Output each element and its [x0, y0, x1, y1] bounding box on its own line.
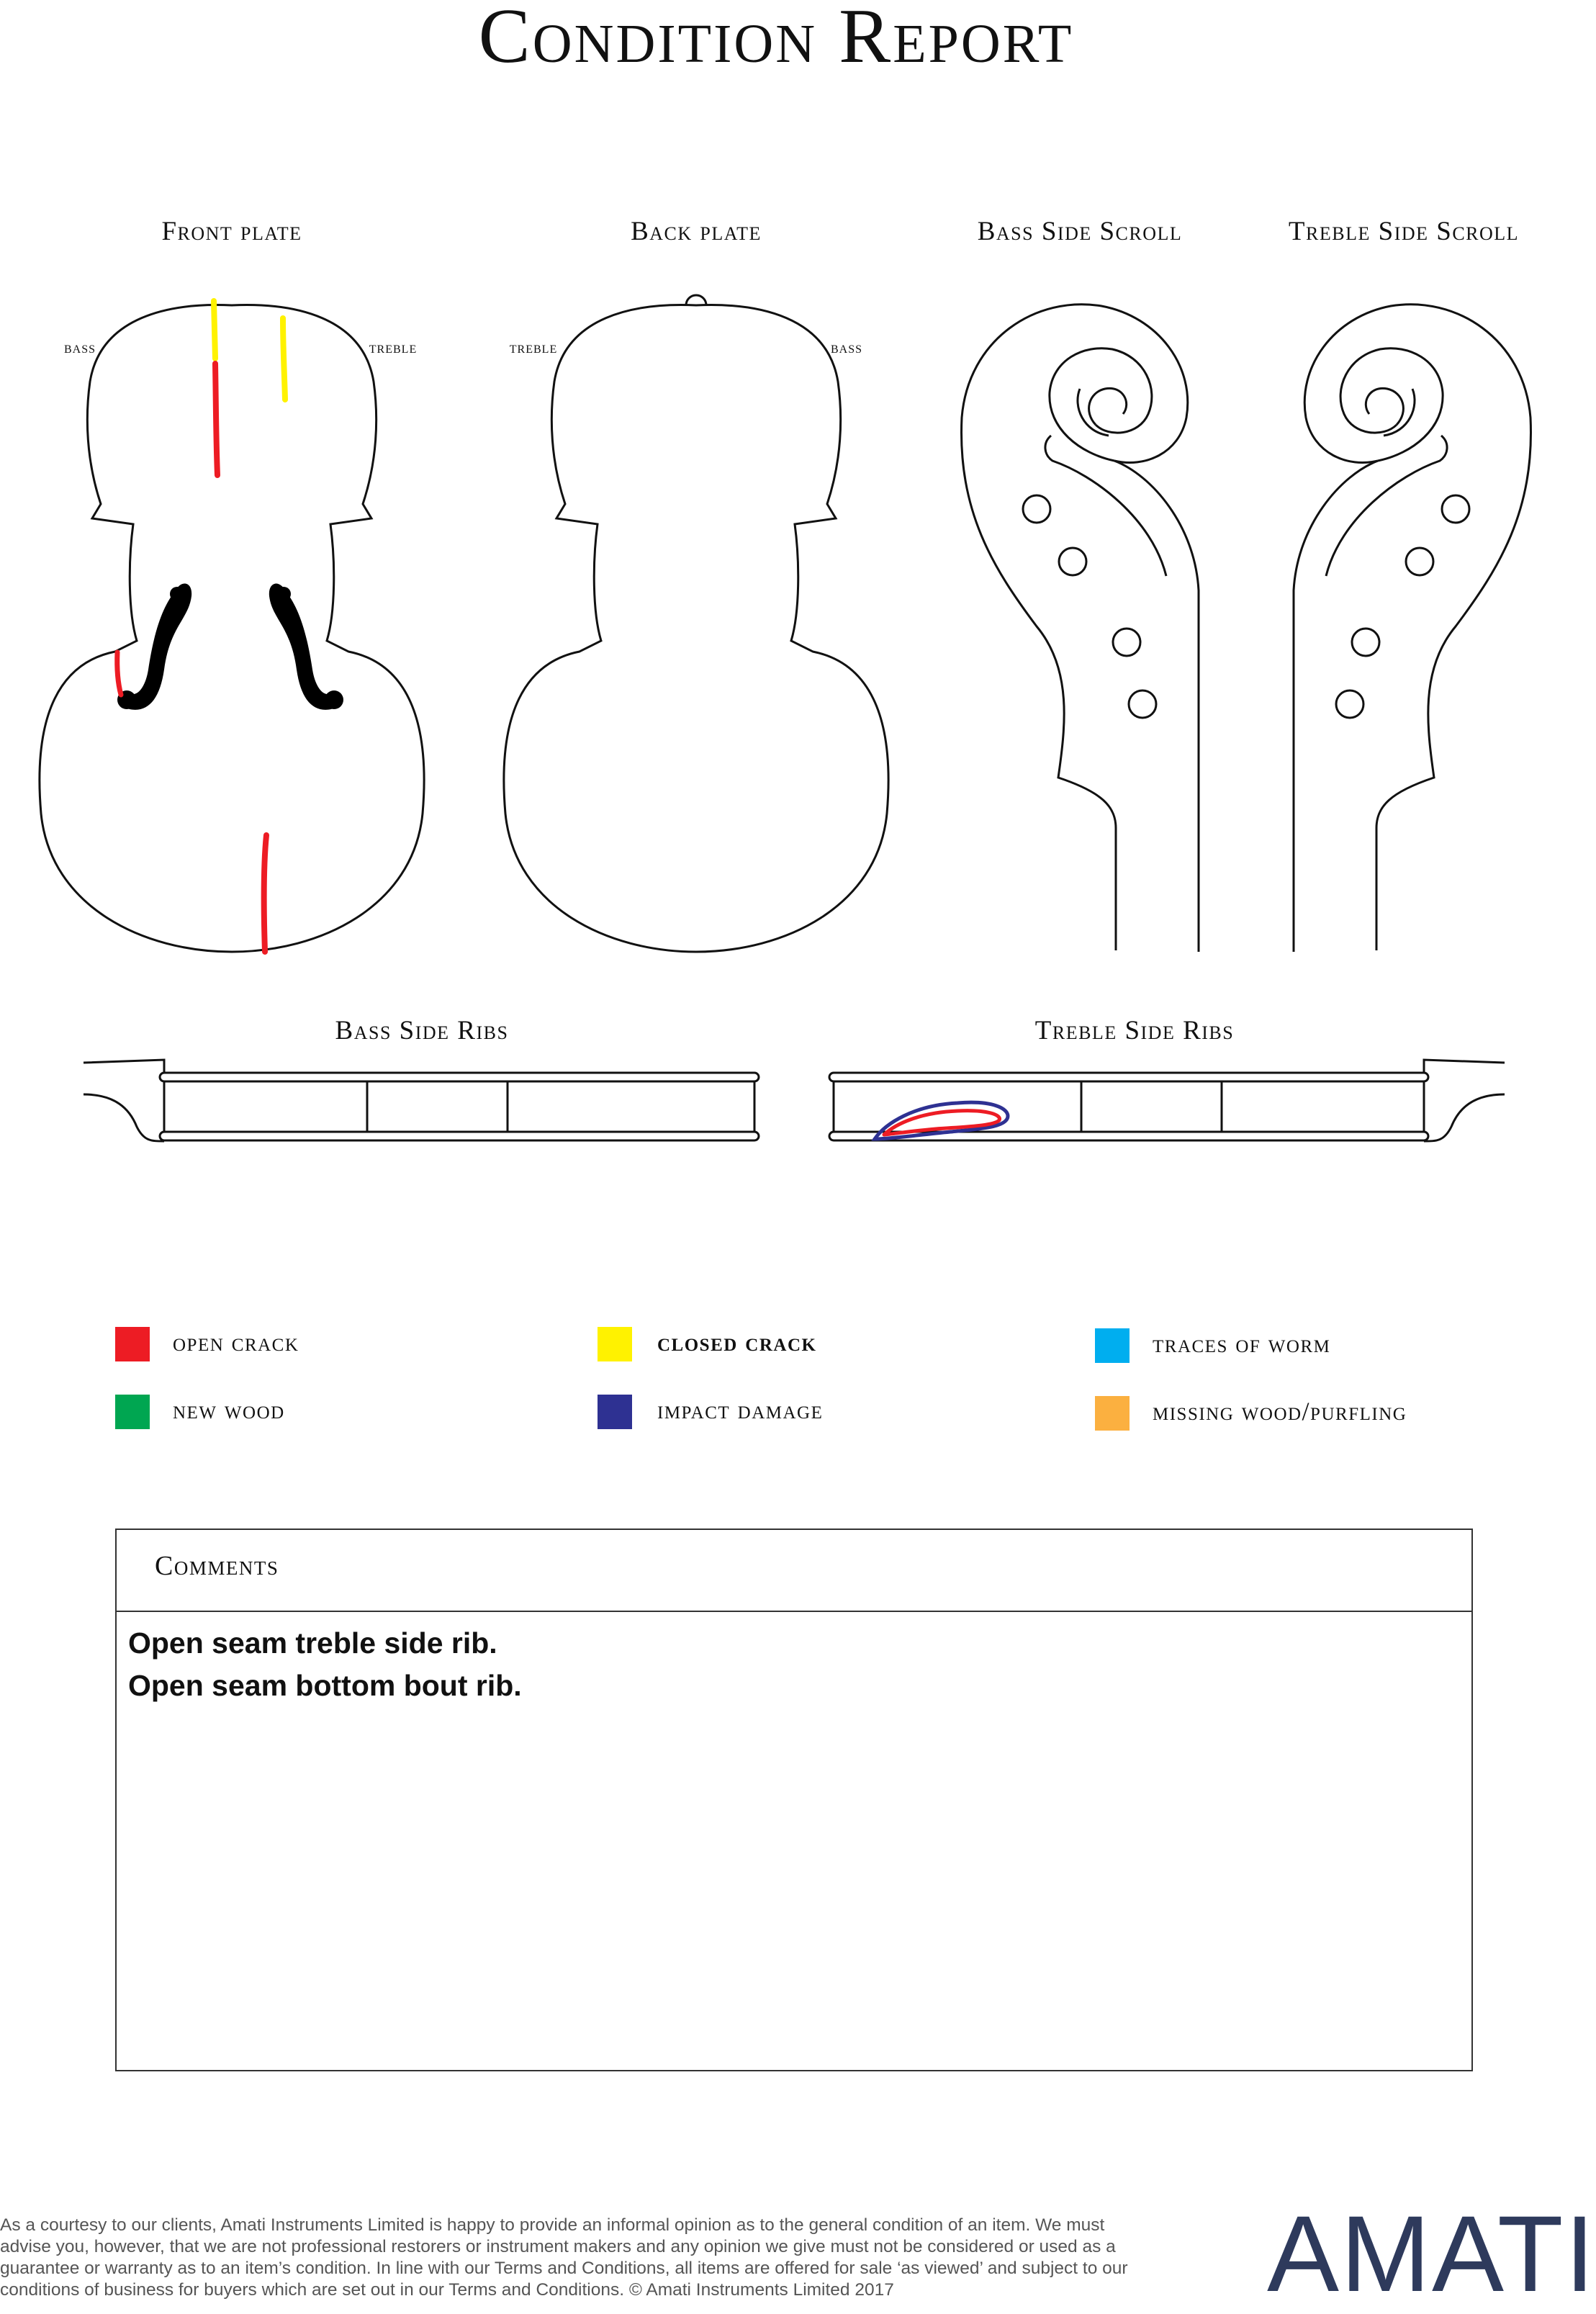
legend-swatch-impact-damage	[598, 1395, 632, 1429]
legend-label-missing-wood: missing wood/purfling	[1153, 1397, 1407, 1426]
legend-swatch-missing-wood	[1095, 1396, 1130, 1431]
damage-markings	[117, 301, 1008, 1139]
page-title: Condition Report	[478, 0, 1074, 79]
amati-logo: AMATI	[1267, 2193, 1596, 2314]
treble-side-ribs-label: Treble Side Ribs	[1034, 1016, 1235, 1045]
back-plate-label: Back plate	[631, 217, 762, 246]
legend-swatch-closed-crack	[598, 1327, 632, 1361]
back-bass-label: bass	[830, 338, 863, 356]
legend-label-traces-of-worm: traces of worm	[1153, 1329, 1331, 1358]
back-plate-button	[686, 295, 706, 305]
closed-crack-mark	[283, 318, 285, 400]
closed-crack-mark	[214, 301, 215, 359]
comments-title: Comments	[155, 1551, 279, 1581]
disclaimer-text: As a courtesy to our clients, Amati Instruments Limited is happy to provide an informal opinion as to the general condition of an item. We must advise you, however, that we are not professional restorers or instrument makers and any opinion we give must not be considered or used as a guarantee or warranty as to an item’s condition. In line with our Terms and Conditions, all items are offered for sale ‘as viewed’ and subject to our conditions of business for buyers which are set out in our Terms and Conditions. © Amati Instruments Limited 2017	[0, 2215, 1128, 2300]
legend-swatch-traces-of-worm	[1095, 1328, 1130, 1363]
back-plate-outline	[504, 305, 888, 952]
legend-swatch-open-crack	[115, 1327, 150, 1361]
legend-label-closed-crack: closed crack	[657, 1328, 817, 1356]
legend-label-new-wood: new wood	[173, 1395, 285, 1424]
comments-header	[117, 1530, 1471, 1612]
front-plate-label: Front plate	[161, 217, 302, 246]
comment-line: Open seam treble side rib.	[128, 1626, 497, 1660]
comment-line: Open seam bottom bout rib.	[128, 1669, 522, 1702]
legend-swatch-new-wood	[115, 1395, 150, 1429]
bass-scroll-outline	[962, 305, 1188, 950]
treble-side-scroll-label: Treble Side Scroll	[1288, 217, 1520, 246]
open-crack-mark	[215, 364, 217, 475]
front-treble-label: treble	[369, 338, 418, 356]
f-holes	[117, 584, 343, 710]
bass-side-scroll-label: Bass Side Scroll	[977, 217, 1183, 246]
bass-side-ribs	[84, 1060, 759, 1141]
open-crack-mark	[117, 652, 121, 695]
comments-box	[115, 1529, 1473, 2071]
right-f-hole	[269, 584, 341, 710]
treble-scroll-outline	[1304, 305, 1530, 950]
front-plate-outline	[40, 305, 424, 952]
comments-text	[128, 1622, 522, 1707]
legend-label-open-crack: open crack	[173, 1328, 299, 1356]
open-crack-mark	[264, 835, 266, 952]
back-treble-label: treble	[509, 338, 558, 356]
bass-side-ribs-label: Bass Side Ribs	[335, 1016, 509, 1045]
legend-label-impact-damage: impact damage	[657, 1395, 824, 1424]
front-bass-label: bass	[63, 338, 96, 356]
